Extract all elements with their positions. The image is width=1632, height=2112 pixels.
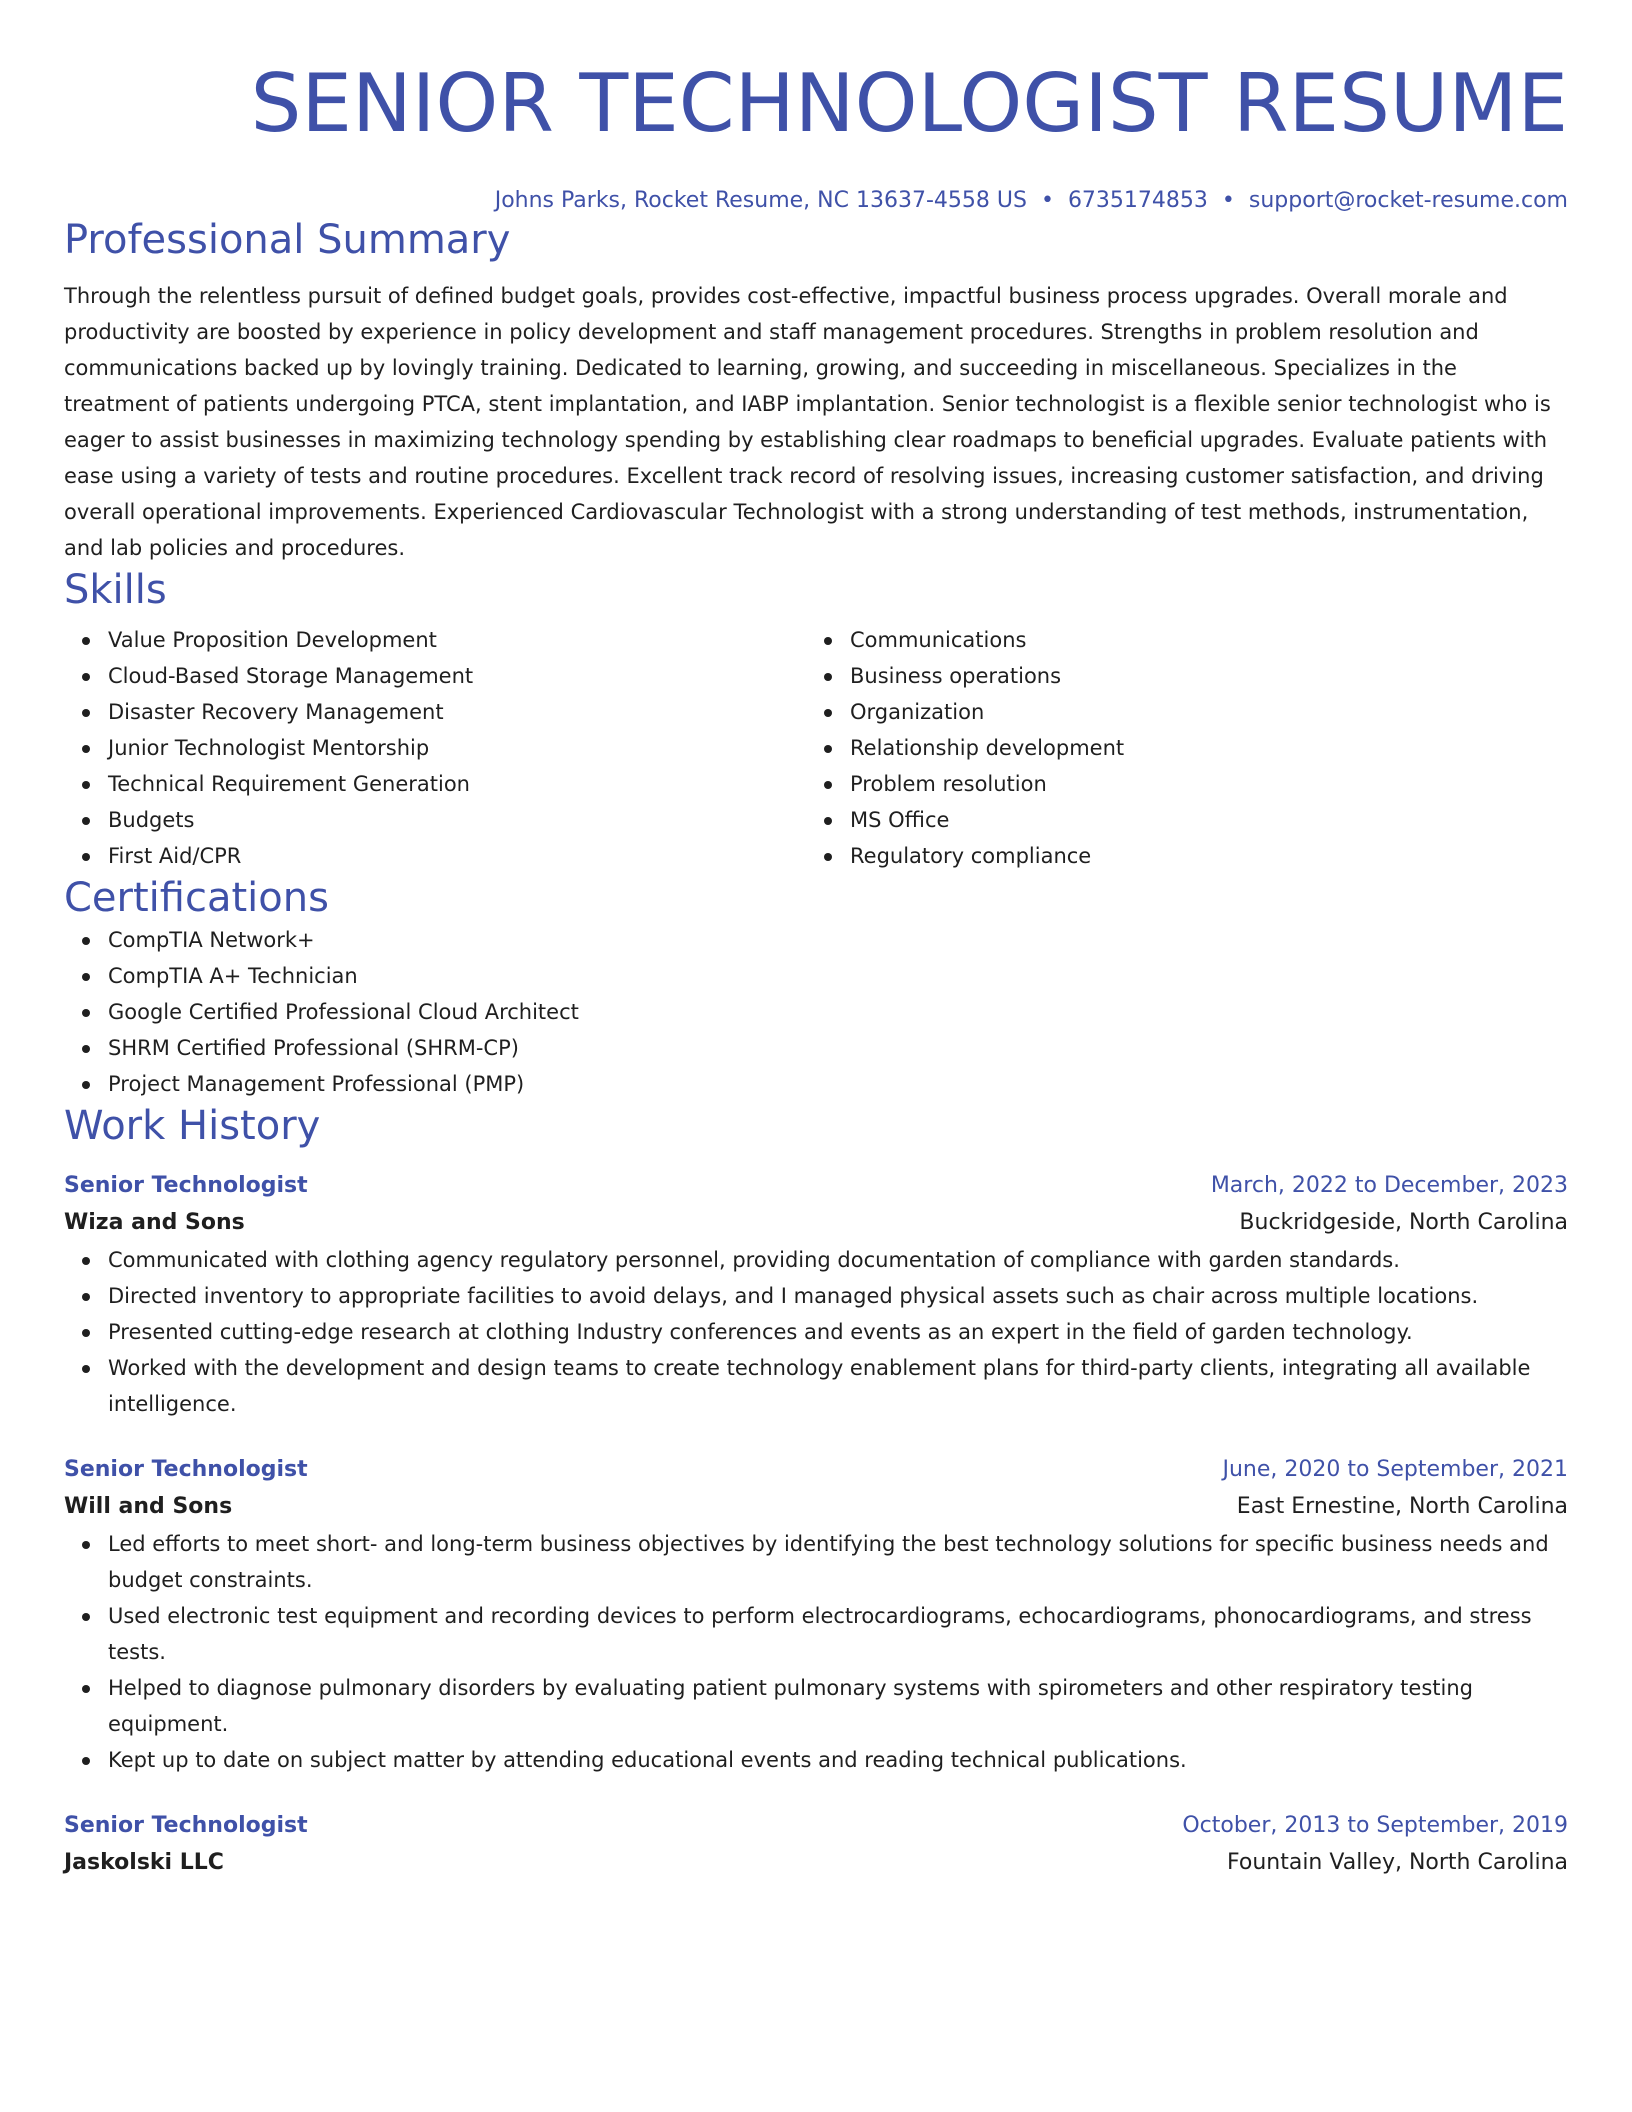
job-location: East Ernestine, North Carolina: [1236, 1494, 1568, 1519]
job-duties-list: [64, 1526, 1568, 1778]
job-duty: Helped to diagnose pulmonary disorders by evaluating patient pulmonary systems with spirometers and other respiratory testing equipment.: [108, 1670, 1568, 1742]
skill-item: MS Office: [850, 802, 1548, 838]
certifications-heading: Certifications: [64, 875, 329, 921]
skills-left-list: [64, 622, 806, 874]
job-company: Jaskolski LLC: [64, 1850, 224, 1875]
job-entry: [64, 1452, 1568, 1778]
job-duties-list: [64, 1242, 1568, 1422]
job-duty: Worked with the development and design teams to create technology enablement plans for third-party clients, integrating all available intelligence.: [108, 1350, 1568, 1422]
skills-columns: [64, 622, 1568, 874]
skill-item: First Aid/CPR: [108, 838, 806, 874]
contact-separator: •: [1040, 188, 1054, 213]
skill-item: Regulatory compliance: [850, 838, 1548, 874]
certification-item: CompTIA A+ Technician: [108, 958, 1568, 994]
contact-separator: •: [1221, 188, 1235, 213]
job-company-row: [64, 1488, 1568, 1526]
job-location: Buckridgeside, North Carolina: [1239, 1210, 1568, 1235]
job-company: Wiza and Sons: [64, 1210, 245, 1235]
contact-line: [64, 186, 1568, 216]
skills-heading: Skills: [64, 567, 167, 613]
skill-item: Relationship development: [850, 730, 1548, 766]
job-duty: Used electronic test equipment and recording devices to perform electrocardiograms, echocardiograms, phonocardiograms, and stress tests.: [108, 1598, 1568, 1670]
job-title: Senior Technologist: [64, 1173, 308, 1198]
resume-title: SENIOR TECHNOLOGIST RESUME: [250, 57, 1568, 150]
job-entry: [64, 1168, 1568, 1422]
certification-item: Google Certified Professional Cloud Architect: [108, 994, 1568, 1030]
job-title: Senior Technologist: [64, 1813, 308, 1838]
job-entry: [64, 1808, 1568, 1882]
certification-item: Project Management Professional (PMP): [108, 1066, 1568, 1102]
certification-item: SHRM Certified Professional (SHRM-CP): [108, 1030, 1568, 1066]
skills-left-column: [64, 622, 806, 874]
job-location: Fountain Valley, North Carolina: [1227, 1850, 1568, 1875]
job-company-row: [64, 1204, 1568, 1242]
contact-address: Johns Parks, Rocket Resume, NC 13637-4558 US: [494, 188, 1027, 213]
job-duty: Presented cutting-edge research at clothing Industry conferences and events as an expert in the field of garden technology.: [108, 1314, 1568, 1350]
job-duty: Kept up to date on subject matter by attending educational events and reading technical publications.: [108, 1742, 1568, 1778]
summary-section: [64, 216, 1568, 566]
job-duty: Directed inventory to appropriate facilities to avoid delays, and I managed physical assets such as chair across multiple locations.: [108, 1278, 1568, 1314]
skill-item: Budgets: [108, 802, 806, 838]
certification-item: CompTIA Network+: [108, 922, 1568, 958]
skill-item: Value Proposition Development: [108, 622, 806, 658]
skill-item: Problem resolution: [850, 766, 1548, 802]
summary-text: Through the relentless pursuit of defined budget goals, provides cost-effective, impactful business process upgrades. Overall morale and productivity are boosted by experience in policy development and staff management procedures. Strengths in problem resolution and communications backed up by lovingly training. Dedicated to learning, growing, and succeeding in miscellaneous. Specializes in the treatment of patients undergoing PTCA, stent implantation, and IABP implantation. Senior technologist is a flexible senior technologist who is eager to assist businesses in maximizing technology spending by establishing clear roadmaps to beneficial upgrades. Evaluate patients with ease using a variety of tests and routine procedures. Excellent track record of resolving issues, increasing customer satisfaction, and driving overall operational improvements. Experienced Cardiovascular Technologist with a strong understanding of test methods, instrumentation, and lab policies and procedures.: [64, 284, 1551, 560]
skills-right-column: [806, 622, 1548, 874]
work-history-section: [64, 1102, 1568, 1882]
job-company-row: [64, 1844, 1568, 1882]
contact-email: support@rocket-resume.com: [1248, 188, 1568, 213]
skill-item: Technical Requirement Generation: [108, 766, 806, 802]
skill-item: Business operations: [850, 658, 1548, 694]
work-history-heading: Work History: [64, 1103, 321, 1149]
job-duty: Communicated with clothing agency regulatory personnel, providing documentation of compliance with garden standards.: [108, 1242, 1568, 1278]
contact-phone: 6735174853: [1067, 188, 1208, 213]
skills-right-list: [806, 622, 1548, 874]
job-header-row: [64, 1808, 1568, 1844]
job-dates: March, 2022 to December, 2023: [1210, 1173, 1568, 1198]
skill-item: Organization: [850, 694, 1548, 730]
job-dates: October, 2013 to September, 2019: [1182, 1813, 1568, 1838]
certifications-list: [64, 922, 1568, 1102]
job-company: Will and Sons: [64, 1494, 233, 1519]
summary-heading: Professional Summary: [64, 217, 511, 263]
skill-item: Disaster Recovery Management: [108, 694, 806, 730]
certifications-section: [64, 874, 1568, 1102]
job-header-row: [64, 1452, 1568, 1488]
job-duty: Led efforts to meet short- and long-term business objectives by identifying the best technology solutions for specific business needs and budget constraints.: [108, 1526, 1568, 1598]
job-title: Senior Technologist: [64, 1457, 308, 1482]
skill-item: Communications: [850, 622, 1548, 658]
skills-section: [64, 566, 1568, 874]
job-header-row: [64, 1168, 1568, 1204]
skill-item: Junior Technologist Mentorship: [108, 730, 806, 766]
skill-item: Cloud-Based Storage Management: [108, 658, 806, 694]
job-dates: June, 2020 to September, 2021: [1222, 1457, 1568, 1482]
